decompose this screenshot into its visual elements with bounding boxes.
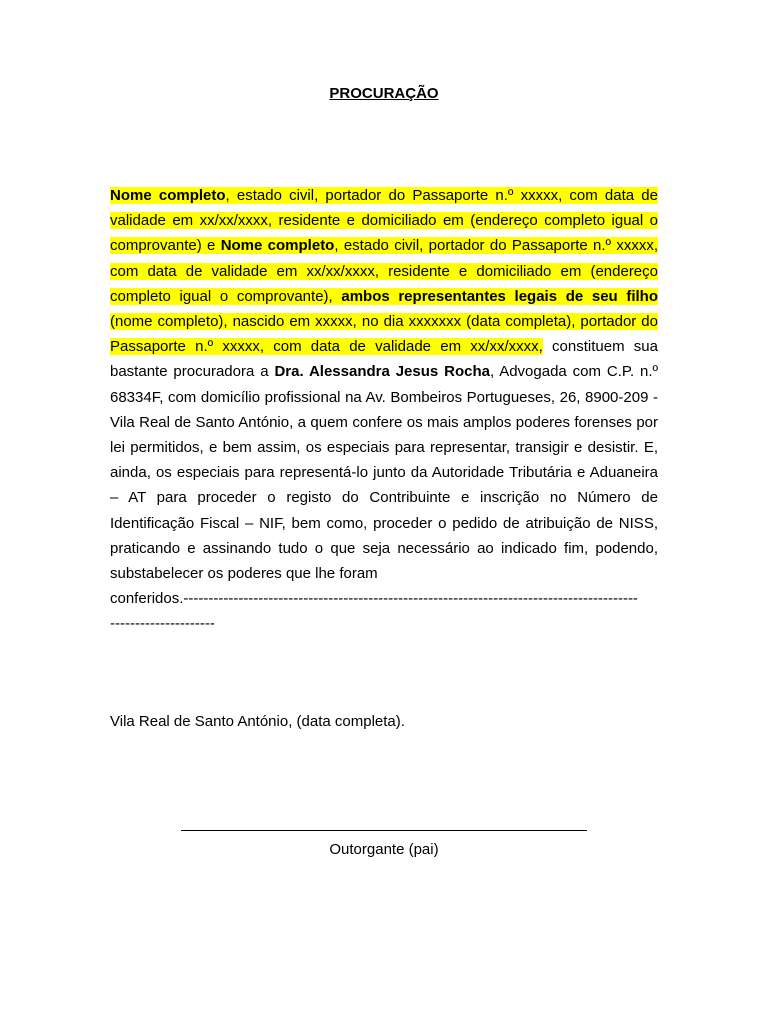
body-segment-2: , estado civil, portador do Passaporte n.º xxxxx, com data de validade em xx/xx/xxxx, residente e domiciliado em (endereço completo igual o comprovante), xyxy=(110,237,659,305)
conferidos-dash-line: conferidos.------------------------------------------------------------------------------------------- xyxy=(110,590,638,608)
name-placeholder-1: Nome completo xyxy=(110,187,226,204)
document-title: PROCURAÇÃO xyxy=(329,85,439,102)
signature-line xyxy=(181,830,587,831)
place-and-date: Vila Real de Santo António, (data completa). xyxy=(110,713,405,730)
document-body xyxy=(110,183,658,637)
body-segment-3: (nome completo), nascido em xxxxx, no dia xxxxxxx (data completa), portador do Passaporte n.º xxxxx, com data de validade em xx/xx/xxxx, xyxy=(110,313,658,356)
name-placeholder-2: Nome completo xyxy=(220,237,335,255)
highlighted-passage xyxy=(110,187,658,355)
legal-representatives-phrase: ambos representantes legais de seu filho xyxy=(341,287,659,305)
signature-label: Outorgante (pai) xyxy=(329,841,439,858)
body-segment-4: constituem sua bastante procuradora a xyxy=(110,338,658,381)
body-segment-1: , estado civil, portador do Passaporte n.º xxxxx, com data de validade em xx/xx/xxxx, residente e domiciliado em (endereço completo igual o comprovante) e xyxy=(110,187,658,255)
dash-line-tail: --------------------- xyxy=(110,615,215,633)
attorney-name: Dra. Alessandra Jesus Rocha xyxy=(274,363,490,381)
body-segment-5: , Advogada com C.P. n.º 68334F, com domicílio profissional na Av. Bombeiros Portugueses, 26, 8900-209 - Vila Real de Santo António, a quem confere os mais amplos poderes forenses por lei permitidos, e bem assim, os especiais para representar, transigir e desistir. E, ainda, os especiais para representá-lo junto da Autoridade Tributária e Aduaneira – AT para proceder o registo do Contribuinte e inscrição no Número de Identificação Fiscal – NIF, bem como, proceder o pedido de atribuição de NISS, praticando e assinando tudo o que seja necessário ao indicado fim, podendo, substabelecer os poderes que lhe foram xyxy=(110,363,658,583)
